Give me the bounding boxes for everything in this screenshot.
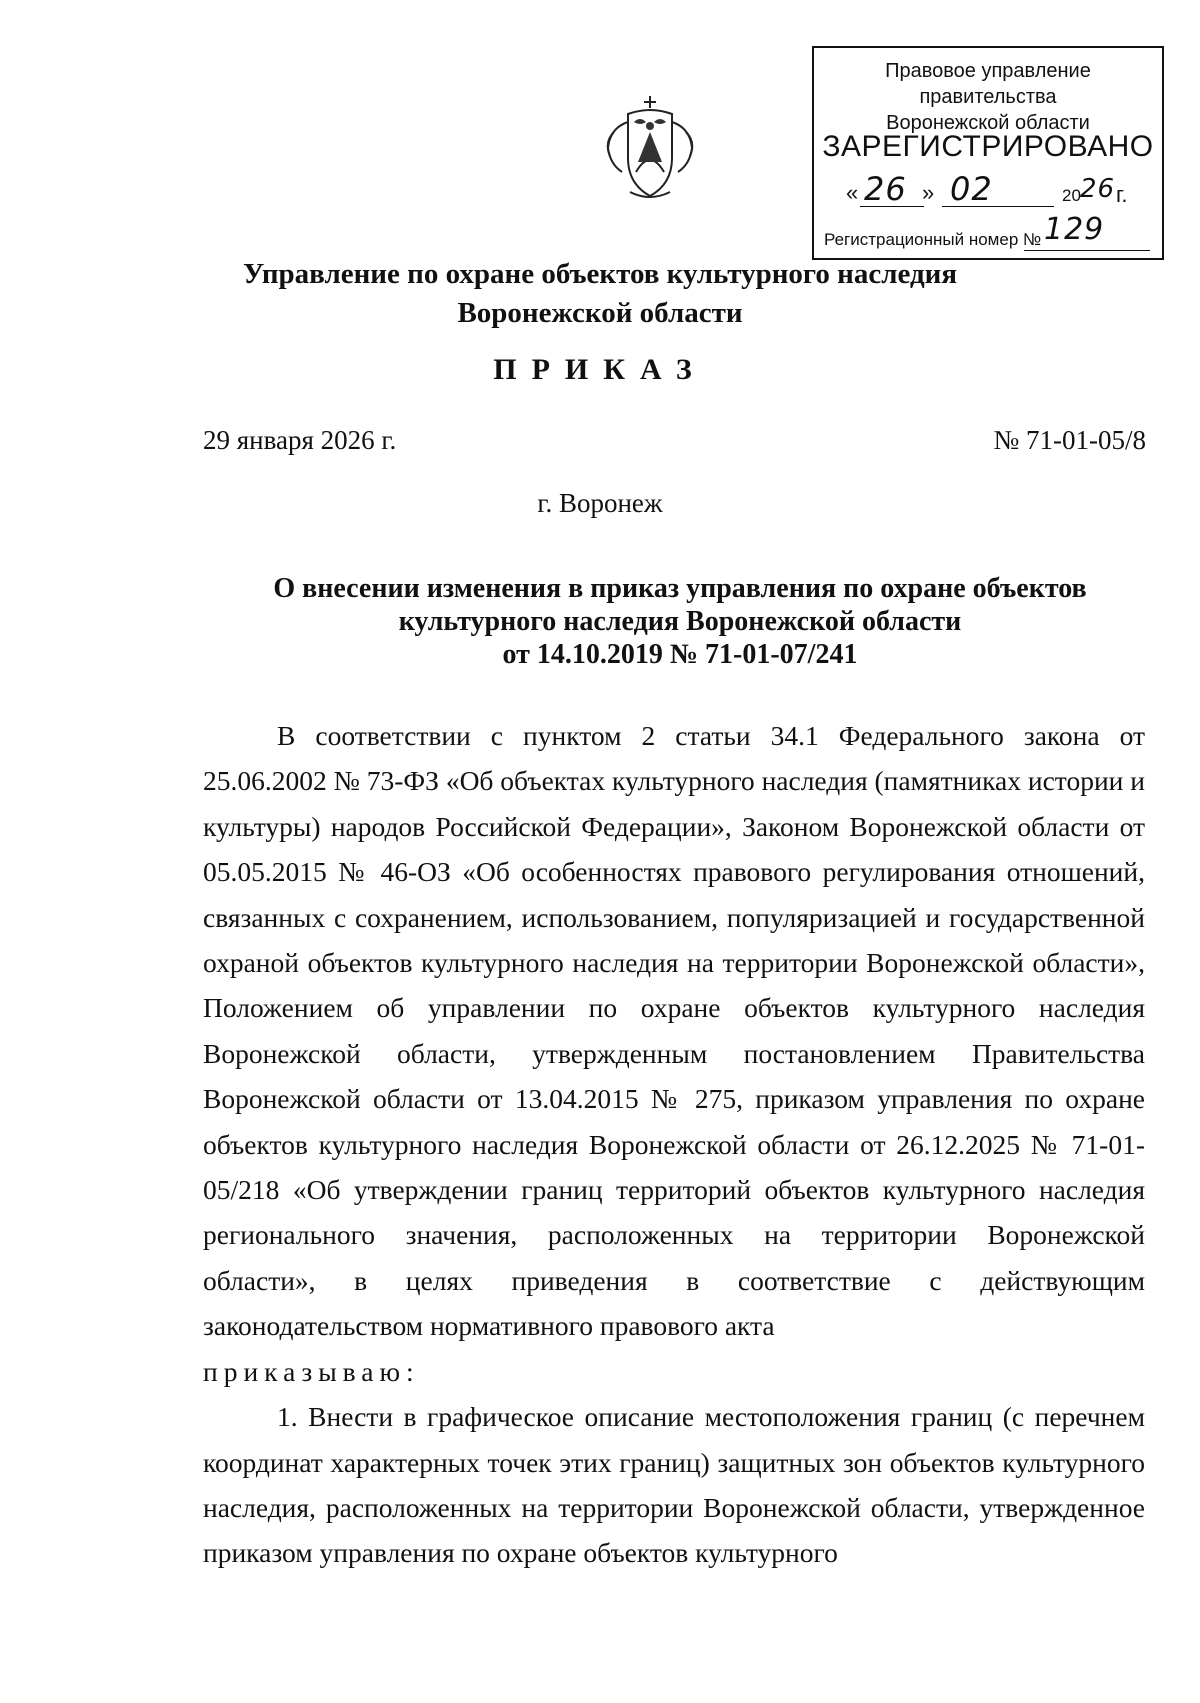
document-number: № 71-01-05/8: [993, 425, 1146, 455]
order-word: приказываю:: [203, 1355, 420, 1387]
document-city: г. Воронеж: [537, 488, 663, 518]
document-title-line2: культурного наследия Воронежской области: [398, 606, 962, 637]
document-title-line1: О внесении изменения в приказ управления по охране объектов: [273, 573, 1087, 604]
stamp-date-day: 26: [864, 170, 907, 208]
stamp-reg-label: Регистрационный номер №: [824, 230, 1042, 249]
document-body: [203, 713, 1145, 1576]
stamp-reg-number: 129: [1044, 212, 1105, 247]
stamp-org-line1: Правовое управление правительства: [885, 60, 1091, 108]
organization-name-line1: Управление по охране объектов культурного наследия: [242, 258, 958, 290]
stamp-date-month: 02: [950, 170, 993, 208]
stamp-year-prefix: 20: [1062, 186, 1081, 205]
stamp-quote-open: «: [846, 180, 859, 205]
stamp-date-year: 26: [1080, 174, 1116, 204]
coat-of-arms-emblem: [600, 92, 700, 204]
stamp-org-line2: Воронежской области: [886, 112, 1090, 134]
stamp-month-underline: [942, 206, 1054, 207]
stamp-day-underline: [860, 206, 924, 207]
stamp-registration-row: [824, 212, 1150, 252]
stamp-date: [814, 172, 1162, 212]
document-title-line3: от 14.10.2019 № 71-01-07/241: [502, 639, 858, 670]
order-item-1: 1. Внести в графическое описание местоположения границ (с перечнем координат характерных точек этих границ) защитных зон объектов культурного наследия, расположенных на территории Воронежской области, утвержденное приказом управления по охране объектов культурного: [203, 1401, 1145, 1569]
stamp-title: ЗАРЕГИСТРИРОВАНО: [822, 130, 1154, 163]
document-type: ПРИКАЗ: [493, 353, 707, 386]
document-title: [200, 572, 1160, 671]
stamp-reg-underline: [1024, 250, 1150, 251]
registration-stamp: [812, 46, 1164, 260]
stamp-year-suffix: г.: [1116, 182, 1128, 207]
stamp-organization: [814, 58, 1162, 136]
preamble-paragraph: В соответствии с пунктом 2 статьи 34.1 Федерального закона от 25.06.2002 № 73-ФЗ «Об объектах культурного наследия (памятниках истории и культуры) народов Российской Федерации», Законом Воронежской области от 05.05.2015 № 46-ОЗ «Об особенностях правового регулирования отношений, связанных с сохранением, использованием, популяризацией и государственной охраной объектов культурного наследия на территории Воронежской области», Положением об управлении по охране объектов культурного наследия Воронежской области, утвержденным постановлением Правительства Воронежской области от 13.04.2015 № 275, приказом управления по охране объектов культурного наследия Воронежской области от 26.12.2025 № 71-01-05/218 «Об утверждении границ территорий объектов культурного наследия регионального значения, расположенных на территории Воронежской области», в целях приведения в соответствие с действующим законодательством нормативного правового акта: [203, 720, 1145, 1342]
document-date: 29 января 2026 г.: [203, 425, 397, 455]
stamp-quote-close: »: [922, 180, 935, 205]
organization-name-line2: Воронежской области: [457, 297, 743, 329]
